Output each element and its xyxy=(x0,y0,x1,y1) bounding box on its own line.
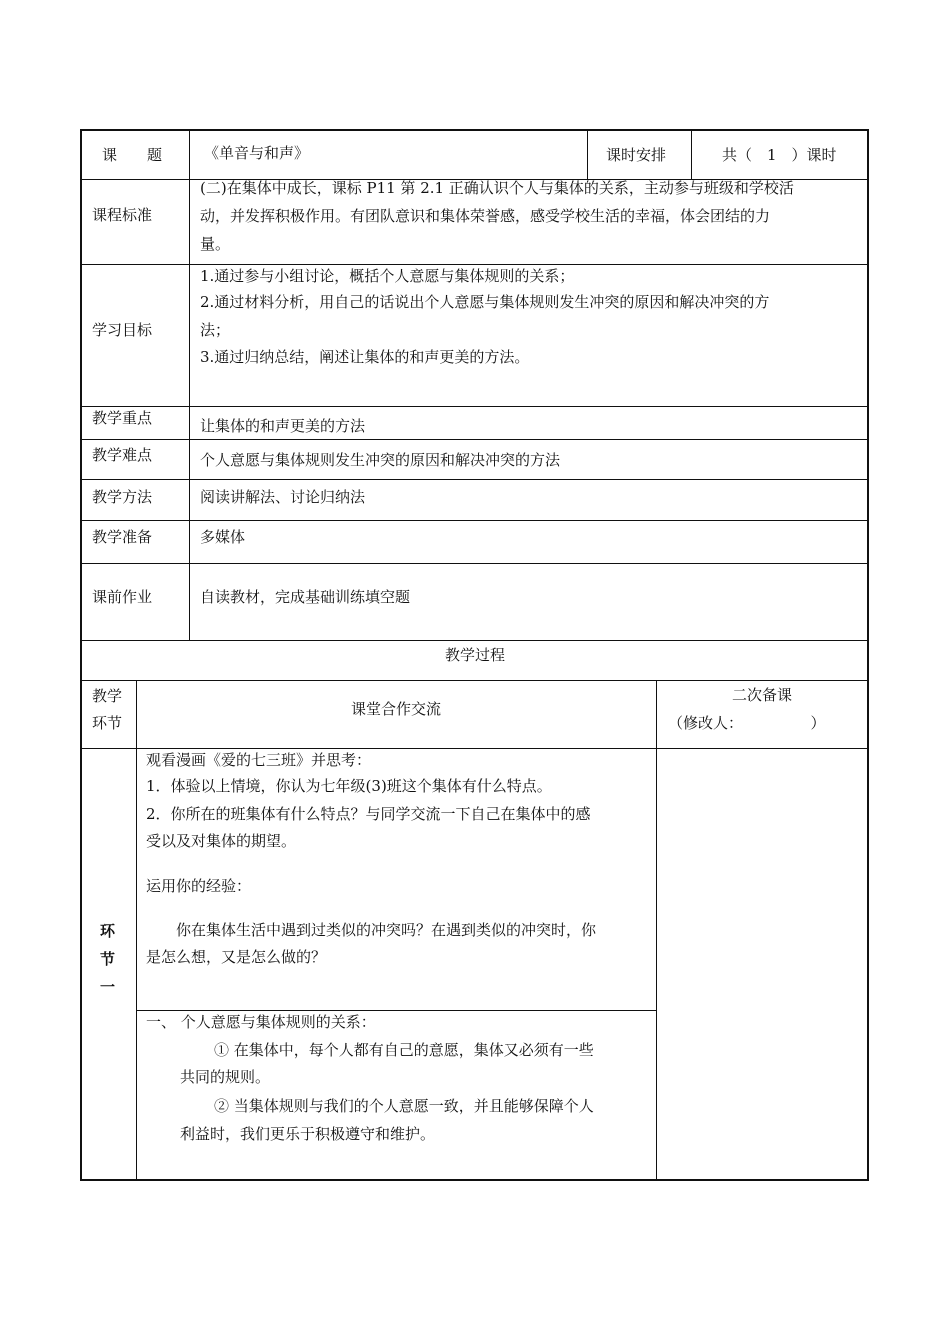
method-label: 教学方法 xyxy=(92,488,153,506)
knowledge-line: 共同的规则。 xyxy=(180,1068,271,1086)
row-divider xyxy=(80,479,869,480)
stage-header-line2: 环节 xyxy=(92,714,123,732)
difficulty-value: 个人意愿与集体规则发生冲突的原因和解决冲突的方法 xyxy=(200,451,561,469)
column-divider xyxy=(587,129,588,180)
key-point-label: 教学重点 xyxy=(92,409,153,427)
homework-value: 自读教材，完成基础训练填空题 xyxy=(200,588,411,606)
stage-char: 环 xyxy=(100,922,116,940)
stage-header-line1: 教学 xyxy=(92,687,123,705)
column-divider xyxy=(136,680,137,1181)
standard-line: 动，并发挥积极作用。有团队意识和集体荣誉感，感受学校生活的幸福，体会团结的力 xyxy=(200,207,771,225)
main-column-header: 课堂合作交流 xyxy=(350,700,441,718)
row-divider xyxy=(80,520,869,521)
process-title: 教学过程 xyxy=(444,646,505,664)
standard-line: (二)在集体中成长，课标 P11 第 2.1 正确认识个人与集体的关系，主动参与班级和学校活 xyxy=(200,179,794,197)
column-divider xyxy=(189,129,190,641)
schedule-value: 共（ 1 ）课时 xyxy=(722,146,837,164)
knowledge-line: 一、 个人意愿与集体规则的关系： xyxy=(146,1013,376,1031)
row-divider xyxy=(80,563,869,564)
column-divider xyxy=(656,680,657,1181)
difficulty-label: 教学难点 xyxy=(92,446,153,464)
objective-line: 1.通过参与小组讨论，概括个人意愿与集体规则的关系； xyxy=(200,267,575,285)
objective-line: 3.通过归纳总结，阐述让集体的和声更美的方法。 xyxy=(200,348,530,366)
topic-label: 课 题 xyxy=(102,146,163,164)
revise-header-line2: （修改人： ） xyxy=(668,714,826,732)
standard-label: 课程标准 xyxy=(92,206,153,224)
knowledge-line: 利益时，我们更乐于积极遵守和维护。 xyxy=(180,1125,436,1143)
stage-char: 一 xyxy=(100,978,116,996)
preparation-label: 教学准备 xyxy=(92,528,153,546)
key-point-value: 让集体的和声更美的方法 xyxy=(200,417,366,435)
row-divider xyxy=(80,406,869,407)
method-value: 阅读讲解法、讨论归纳法 xyxy=(200,488,366,506)
column-divider xyxy=(691,129,692,180)
activity-line: 2．你所在的班集体有什么特点？与同学交流一下自己在集体中的感 xyxy=(146,805,591,823)
topic-value: 《单音与和声》 xyxy=(204,144,310,162)
activity-line: 你在集体生活中遇到过类似的冲突吗？在遇到类似的冲突时，你 xyxy=(176,921,597,939)
standard-line: 量。 xyxy=(200,235,231,253)
activity-line: 观看漫画《爱的七三班》并思考： xyxy=(146,751,372,769)
activity-line: 受以及对集体的期望。 xyxy=(146,832,297,850)
revise-header-line1: 二次备课 xyxy=(731,686,792,704)
objectives-label: 学习目标 xyxy=(92,321,153,339)
homework-label: 课前作业 xyxy=(92,588,153,606)
row-divider xyxy=(80,439,869,440)
activity-line: 是怎么想，又是怎么做的？ xyxy=(146,948,327,966)
activity-line: 运用你的经验： xyxy=(146,877,252,895)
objective-line: 法； xyxy=(200,321,231,339)
stage-char: 节 xyxy=(100,950,116,968)
schedule-label: 课时安排 xyxy=(606,146,667,164)
knowledge-line: ② 当集体规则与我们的个人意愿一致，并且能够保障个人 xyxy=(214,1097,594,1115)
preparation-value: 多媒体 xyxy=(200,528,246,546)
activity-line: 1．体验以上情境，你认为七年级(3)班这个集体有什么特点。 xyxy=(146,777,552,795)
objective-line: 2.通过材料分析，用自己的话说出个人意愿与集体规则发生冲突的原因和解决冲突的方 xyxy=(200,293,770,311)
knowledge-line: ① 在集体中，每个人都有自己的意愿，集体又必须有一些 xyxy=(214,1041,594,1059)
